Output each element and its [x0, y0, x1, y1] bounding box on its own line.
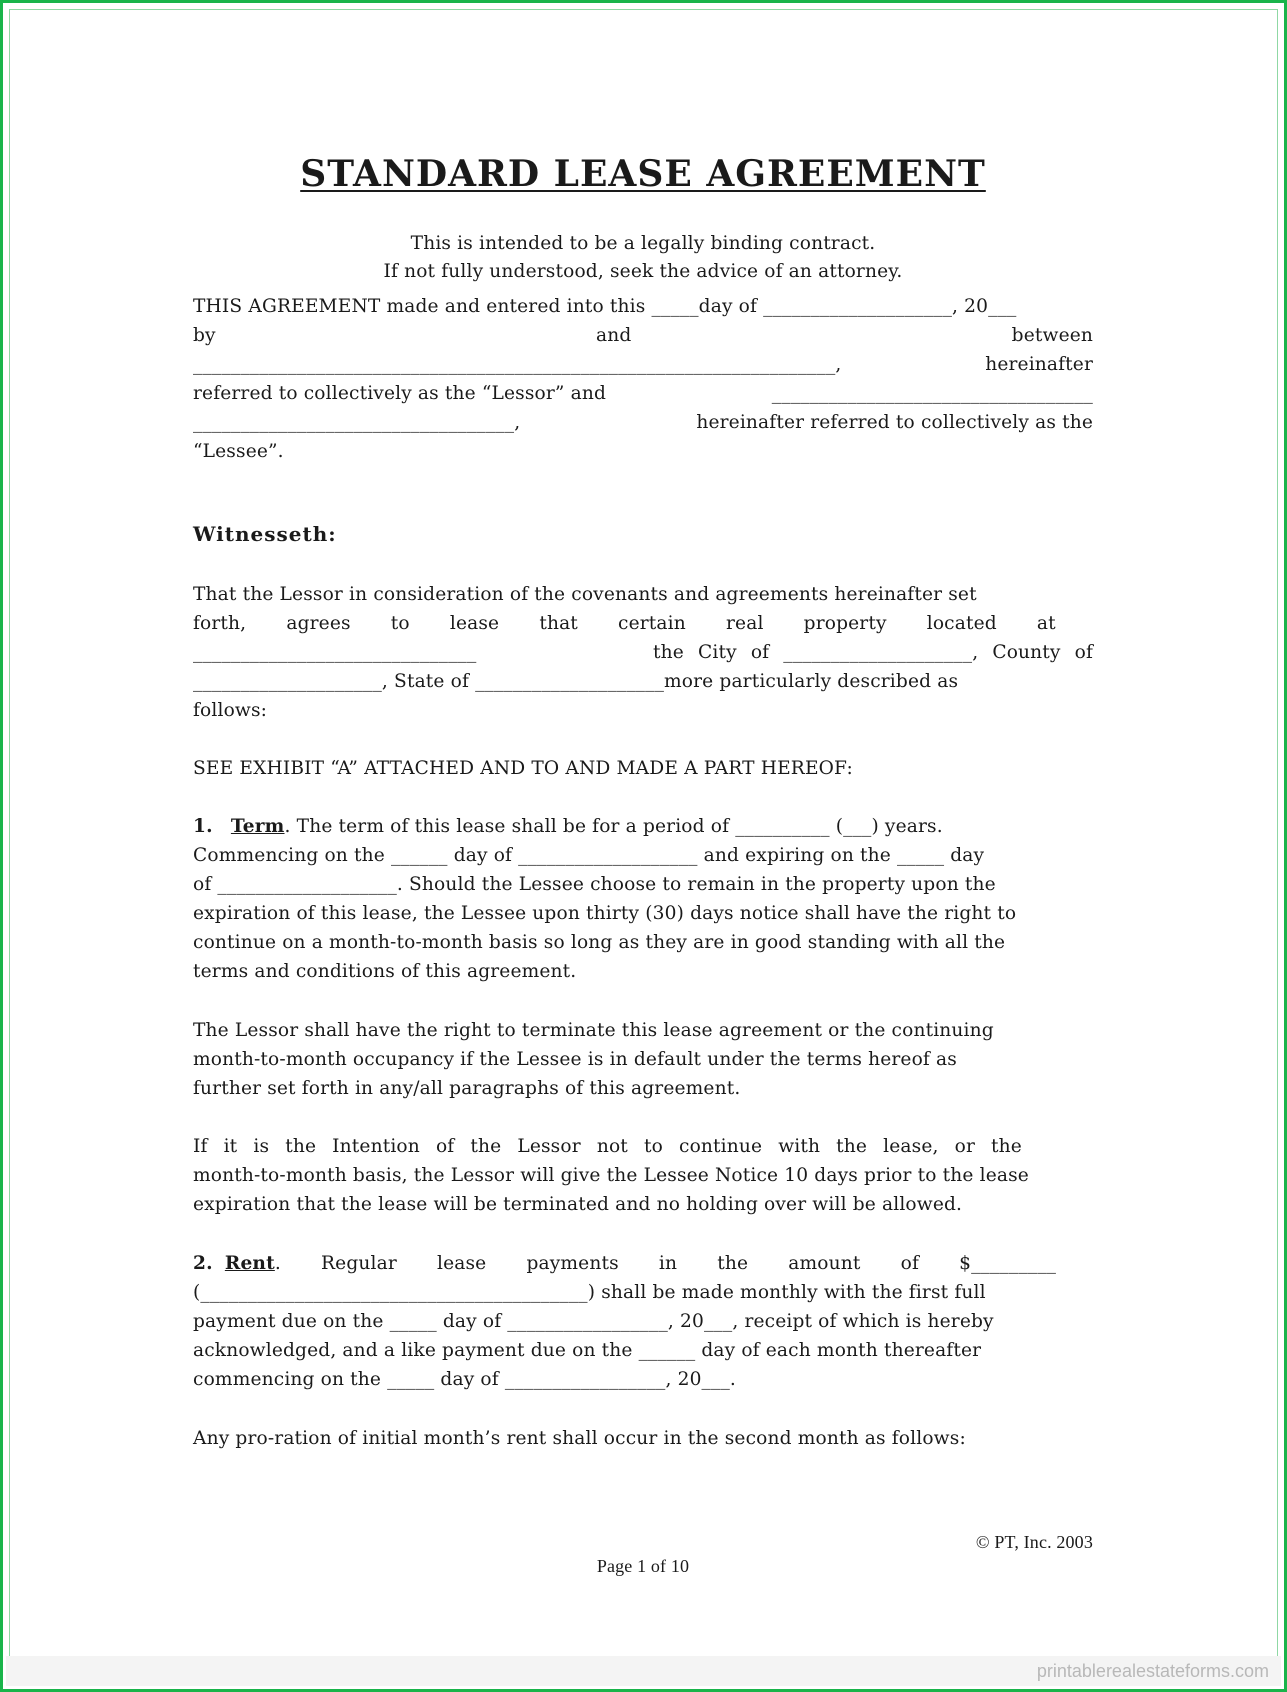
proration-line: Any pro-ration of initial month’s rent shall occur in the second month as follows: — [193, 1428, 966, 1449]
text-span: ______________________________ — [193, 642, 477, 663]
paragraph-line: terms and conditions of this agreement. — [193, 961, 577, 982]
text-span: and — [595, 325, 632, 346]
text-span: . Regular lease payments in the amount of $_________ — [274, 1253, 1057, 1274]
section-heading: Rent — [224, 1253, 275, 1274]
paragraph-line: of ___________________. Should the Lessee choose to remain in the property upon the — [193, 874, 996, 895]
paragraph-line: ____________________, State of ____________________more particularly described as — [193, 671, 959, 692]
paragraph-line — [193, 350, 1093, 379]
paragraph-line — [193, 812, 1093, 841]
paragraph-line — [193, 609, 1093, 638]
paragraph-line: If it is the Intention of the Lessor not to continue with the lease, or the — [193, 1136, 1022, 1157]
paragraph-line: follows: — [193, 700, 268, 721]
section-number: 2. — [193, 1253, 213, 1274]
text-span: between — [1011, 325, 1093, 346]
paragraph-line — [193, 408, 1093, 437]
document-title — [193, 152, 1093, 196]
paragraph-line: (_________________________________________) shall be made monthly with the first full — [193, 1282, 986, 1303]
text-span: __________________________________, — [193, 412, 521, 433]
rent-section — [193, 1249, 1093, 1394]
text-span: by — [193, 325, 216, 346]
watermark-bar — [6, 1656, 1281, 1686]
paragraph-line: month-to-month occupancy if the Lessee is in default under the terms hereof as — [193, 1049, 957, 1070]
paragraph-line — [193, 1249, 1093, 1278]
terminate-paragraph — [193, 1016, 1093, 1103]
paragraph-line: expiration of this lease, the Lessee upon thirty (30) days notice shall have the right to — [193, 903, 1017, 924]
copyright-notice: © PT, Inc. 2003 — [975, 1532, 1093, 1552]
text-span: . The term of this lease shall be for a period of __________ (___) years. — [284, 816, 943, 837]
paragraph-line: continue on a month-to-month basis so long as they are in good standing with all the — [193, 932, 1006, 953]
paragraph-line — [193, 638, 1093, 667]
witnesseth-paragraph — [193, 580, 1093, 725]
paragraph-line: commencing on the _____ day of _________________, 20___. — [193, 1369, 736, 1390]
section-number: 1. — [193, 816, 213, 837]
paragraph-line — [193, 379, 1093, 408]
text-span: __________________________________ — [771, 383, 1093, 404]
intention-paragraph — [193, 1132, 1093, 1219]
text-span: hereinafter referred to collectively as the — [696, 412, 1093, 433]
text-span: the City of ____________________, County of — [653, 642, 1093, 663]
paragraph-line: “Lessee”. — [193, 441, 284, 462]
section-heading: Term — [230, 816, 285, 837]
witnesseth-heading: Witnesseth: — [193, 522, 337, 546]
paragraph-line: month-to-month basis, the Lessor will give the Lessee Notice 10 days prior to the lease — [193, 1165, 1029, 1186]
paragraph-line: That the Lessor in consideration of the covenants and agreements hereinafter set — [193, 584, 977, 605]
text-span: forth, agrees to lease that certain real property located at — [193, 613, 1056, 634]
paragraph-line — [193, 321, 1093, 350]
watermark-text: printablerealestateforms.com — [1036, 1661, 1269, 1681]
paragraph-line: Commencing on the ______ day of ___________________ and expiring on the _____ day — [193, 845, 985, 866]
intro-line: This is intended to be a legally binding contract. — [410, 233, 876, 254]
term-section — [193, 812, 1093, 986]
paragraph-line: THIS AGREEMENT made and entered into this _____day of ____________________, 20___ — [193, 296, 1017, 317]
paragraph-line: acknowledged, and a like payment due on the ______ day of each month thereafter — [193, 1340, 982, 1361]
paragraph-line: expiration that the lease will be terminated and no holding over will be allowed. — [193, 1194, 963, 1215]
paragraph-line: The Lessor shall have the right to terminate this lease agreement or the continuing — [193, 1020, 994, 1041]
agreement-paragraph — [193, 292, 1093, 466]
text-span: hereinafter — [985, 354, 1093, 375]
paragraph-line: payment due on the _____ day of _________________, 20___, receipt of which is hereby — [193, 1311, 994, 1332]
paragraph-line: further set forth in any/all paragraphs of this agreement. — [193, 1078, 741, 1099]
text-span: referred to collectively as the “Lessor” and — [193, 383, 607, 404]
intro-line: If not fully understood, seek the advice of an attorney. — [383, 261, 903, 282]
exhibit-line: SEE EXHIBIT “A” ATTACHED AND TO AND MADE A PART HEREOF: — [193, 758, 853, 779]
title-text: STANDARD LEASE AGREEMENT — [300, 153, 986, 195]
page-number: Page 1 of 10 — [596, 1556, 690, 1576]
intro-notice — [193, 230, 1093, 286]
text-span: ____________________________________________________________________, — [193, 354, 842, 375]
